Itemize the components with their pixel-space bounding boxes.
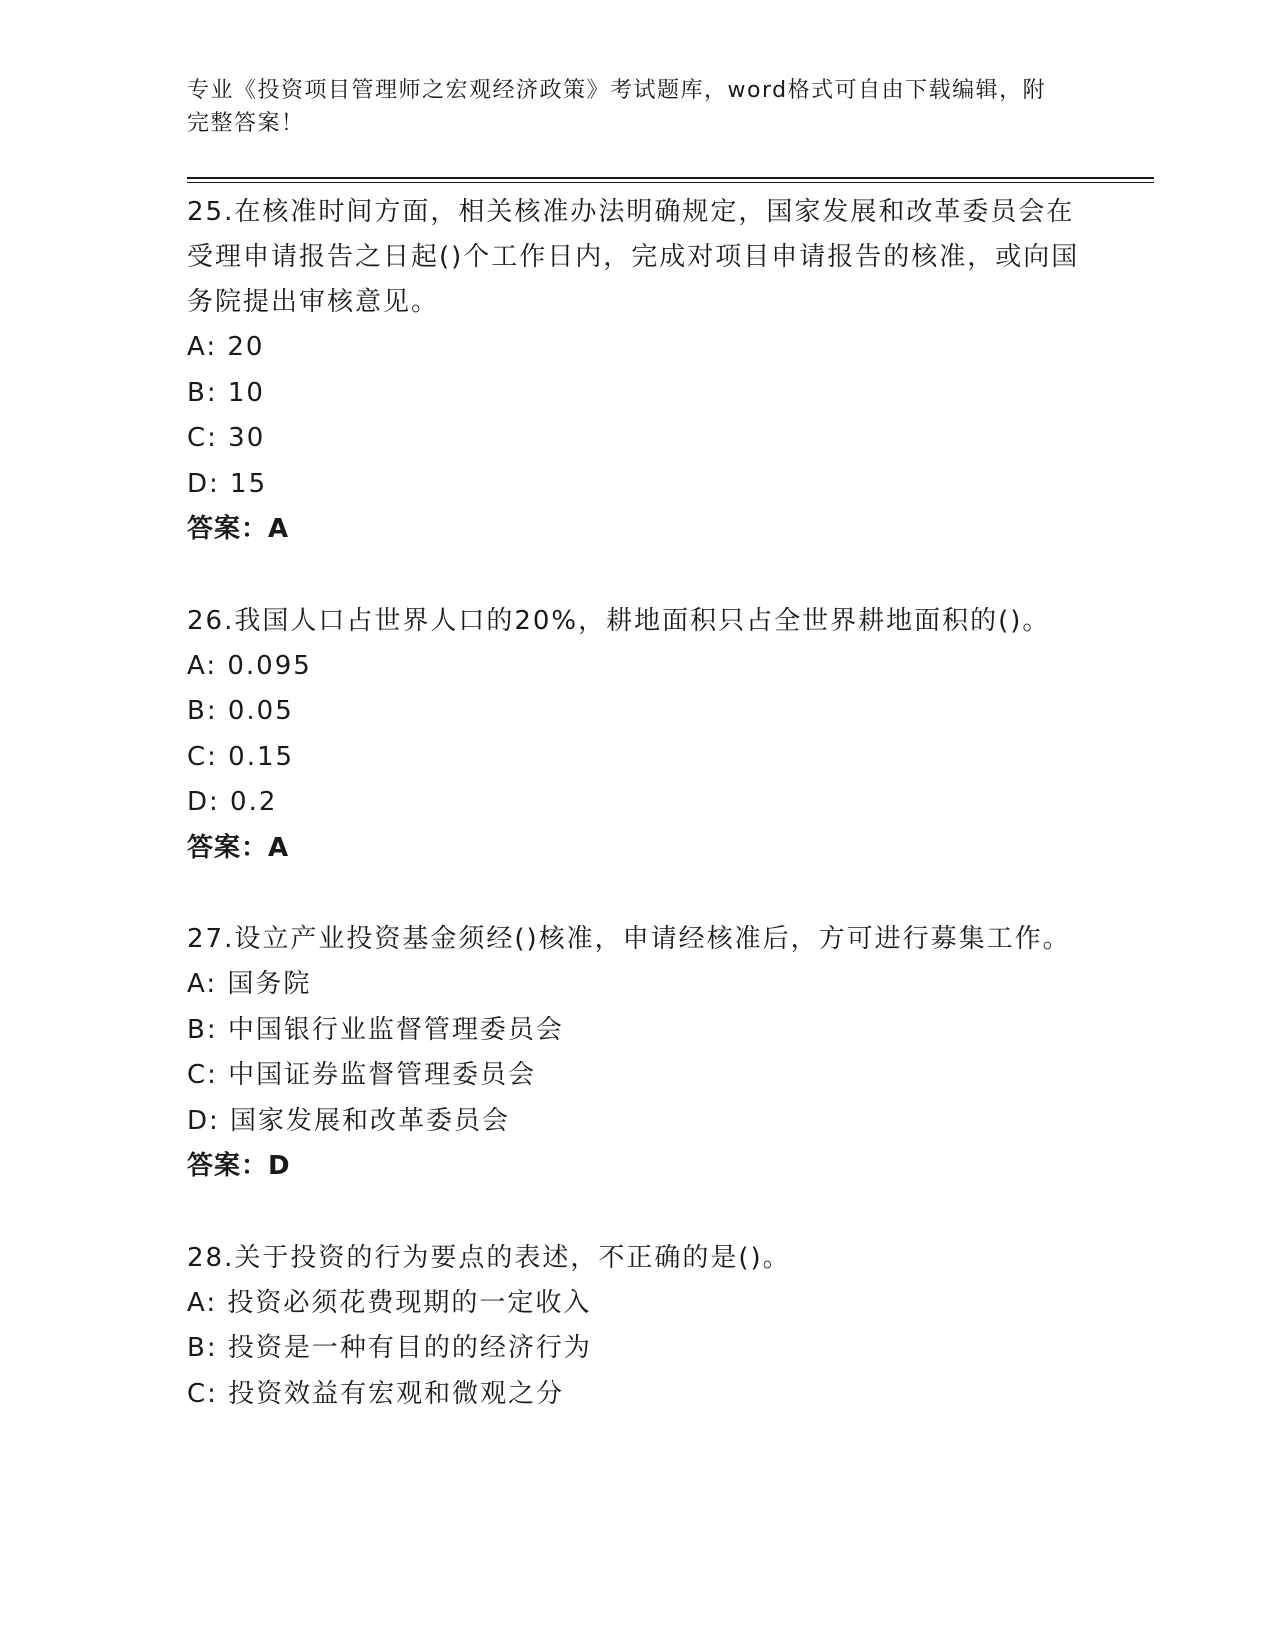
answer: 答案：A [187, 514, 290, 544]
option-a: A: 国务院 [187, 969, 312, 999]
question-stem: 25.在核准时间方面，相关核准办法明确规定，国家发展和改革委员会在受理申请报告之日起()个工作日内，完成对项目申请报告的核准，或向国务院提出审核意见。 [187, 197, 1080, 317]
option-a: A: 投资必须花费现期的一定收入 [187, 1287, 592, 1318]
option-b: B: 中国银行业监督管理委员会 [187, 1014, 564, 1045]
option-b: B: 0.05 [187, 696, 294, 726]
question-28 [187, 1236, 1107, 1418]
option-d: D: 15 [187, 468, 268, 499]
answer: 答案：D [187, 1151, 291, 1181]
question-26 [187, 599, 1107, 872]
question-spacer [187, 553, 1107, 599]
question-stem: 26.我国人口占世界人口的20%，耕地面积只占全世界耕地面积的()。 [187, 605, 1051, 636]
option-c: C: 中国证券监督管理委员会 [187, 1060, 537, 1090]
question-27 [187, 917, 1107, 1190]
header-divider-thin [187, 182, 1154, 183]
question-stem: 28.关于投资的行为要点的表述，不正确的是()。 [187, 1242, 791, 1273]
option-d: D: 0.2 [187, 787, 278, 817]
option-b: B: 10 [187, 377, 265, 408]
option-b: B: 投资是一种有目的的经济行为 [187, 1333, 592, 1363]
question-spacer [187, 871, 1107, 917]
option-c: C: 30 [187, 423, 266, 453]
option-c: C: 0.15 [187, 741, 295, 772]
option-a: A: 0.095 [187, 650, 312, 681]
document-header: 专业《投资项目管理师之宏观经济政策》考试题库，word格式可自由下载编辑，附完整答案！ [187, 78, 1047, 136]
option-c: C: 投资效益有宏观和微观之分 [187, 1378, 565, 1409]
question-stem: 27.设立产业投资基金须经()核准，申请经核准后，方可进行募集工作。 [187, 924, 1071, 954]
answer: 答案：A [187, 832, 290, 863]
question-25 [187, 190, 1107, 553]
header-divider [187, 177, 1154, 179]
question-list [187, 190, 1107, 1417]
option-d: D: 国家发展和改革委员会 [187, 1105, 511, 1136]
option-a: A: 20 [187, 332, 265, 362]
question-spacer [187, 1190, 1107, 1236]
